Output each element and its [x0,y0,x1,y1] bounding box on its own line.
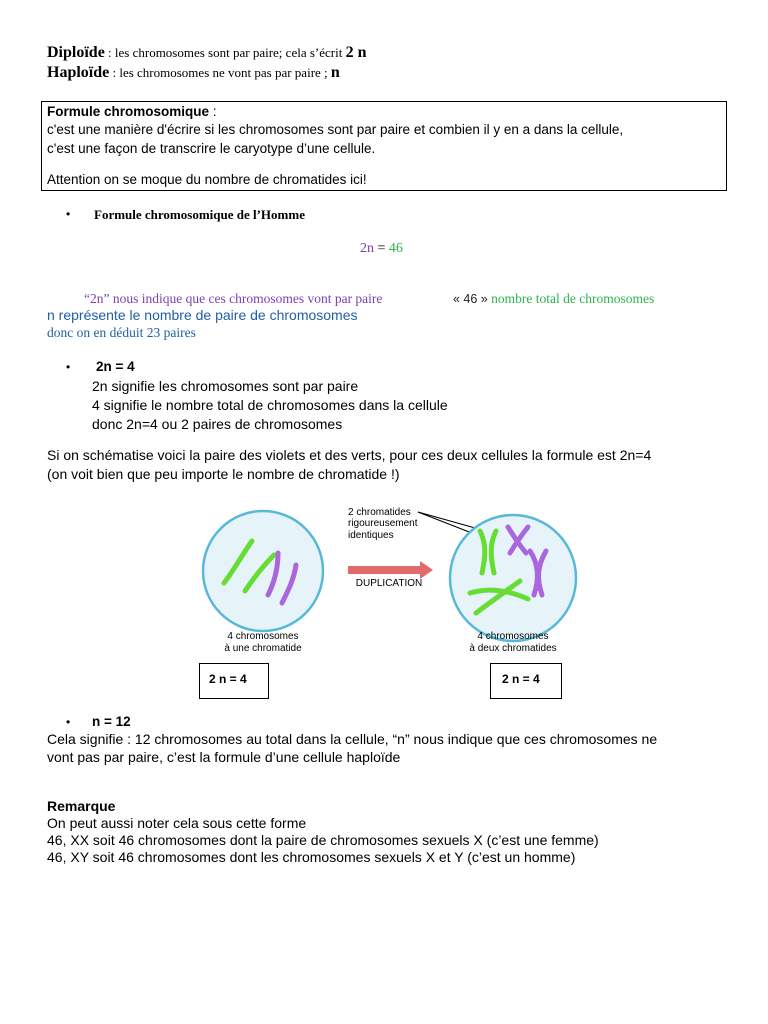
bullet-human: • [66,207,71,221]
remark-line1: On peut aussi noter cela sous cette forme [47,815,307,831]
2n4-line2: 4 signifie le nombre total de chromosomes dans la cellule [92,397,448,413]
remark-line3: 46, XY soit 46 chromosomes dont les chromosomes sexuels X et Y (c’est un homme) [47,849,576,865]
right-caption-1: 4 chromosomes [477,631,549,642]
human-heading: Formule chromosomique de l’Homme [94,207,305,222]
remark-line2: 46, XX soit 46 chromosomes dont la paire de chromosomes sexuels X (c’est une femme) [47,832,599,848]
n12-line2: vont pas par paire, c’est la formule d’une cellule haploïde [47,749,401,765]
definition-haploide [47,64,340,82]
2n4-line3: donc 2n=4 ou 2 paires de chromosomes [92,416,343,432]
haploide-text: : les chromosomes ne vont pas par paire ; [109,65,331,80]
right-caption-2: à deux chromatides [469,643,557,654]
chromatids-label-2: rigoureusement [348,518,418,529]
formula-box-title-line [47,104,217,119]
explain-46-text: nombre total de chromosomes [487,291,655,306]
formula-box-title-suffix: : [209,104,217,119]
n-pairs-line: n représente le nombre de paire de chromosomes [47,307,358,323]
explain-46 [453,291,654,307]
formula-box-line3: Attention on se moque du nombre de chromatides ici! [47,172,367,187]
right-formula-box [490,663,562,699]
schema-intro-line1: Si on schématise voici la paire des violets et des verts, pour ces deux cellules la formule est 2n=4 [47,447,652,463]
human-formula-eq: = [374,241,389,256]
left-caption-2: à une chromatide [224,643,302,654]
definition-diploide [47,44,366,62]
remark-title: Remarque [47,798,116,814]
chromatids-label-3: identiques [348,530,394,541]
left-caption-1: 4 chromosomes [227,631,299,642]
heading-n12: n = 12 [92,714,131,729]
2n4-line1: 2n signifie les chromosomes sont par paire [92,378,359,394]
n12-line1: Cela signifie : 12 chromosomes au total dans la cellule, “n” nous indique que ces chromosomes ne [47,731,658,747]
haploide-term: Haploïde [47,64,110,81]
formula-box-line2: c'est une façon de transcrire le caryotype d’une cellule. [47,141,376,156]
human-formula [360,241,403,257]
formula-box-title: Formule chromosomique [47,104,210,119]
deduce-line: donc on en déduit 23 paires [47,325,196,340]
human-formula-2n: 2n [360,241,374,256]
chromatids-label-1: 2 chromatides [348,507,411,518]
diploide-symbol: 2 n [345,44,367,61]
bullet-2n4: • [66,360,71,374]
schema-intro-line2: (on voit bien que peu importe le nombre de chromatide !) [47,466,400,482]
diploide-text: : les chromosomes sont par paire; cela s’écrit [104,45,346,60]
diploide-term: Diploïde [47,44,105,61]
explain-2n: “2n” nous indique que ces chromosomes vont par paire [84,291,383,306]
left-formula: 2 n = 4 [209,672,247,686]
formula-box-line1: c'est une manière d'écrire si les chromosomes sont par paire et combien il y en a dans la cellule, [47,122,624,137]
right-formula: 2 n = 4 [502,672,540,686]
left-formula-box [199,663,269,699]
heading-2n4: 2n = 4 [96,359,135,374]
formula-definition-box [41,101,727,191]
bullet-n12: • [66,715,71,729]
explain-46-quote: « 46 » [453,292,488,306]
left-cell [203,511,323,631]
haploide-symbol: n [330,64,340,81]
arrow-label: DUPLICATION [355,578,423,589]
human-formula-46: 46 [388,241,403,256]
duplication-arrow [348,561,433,579]
duplication-diagram [190,495,580,660]
